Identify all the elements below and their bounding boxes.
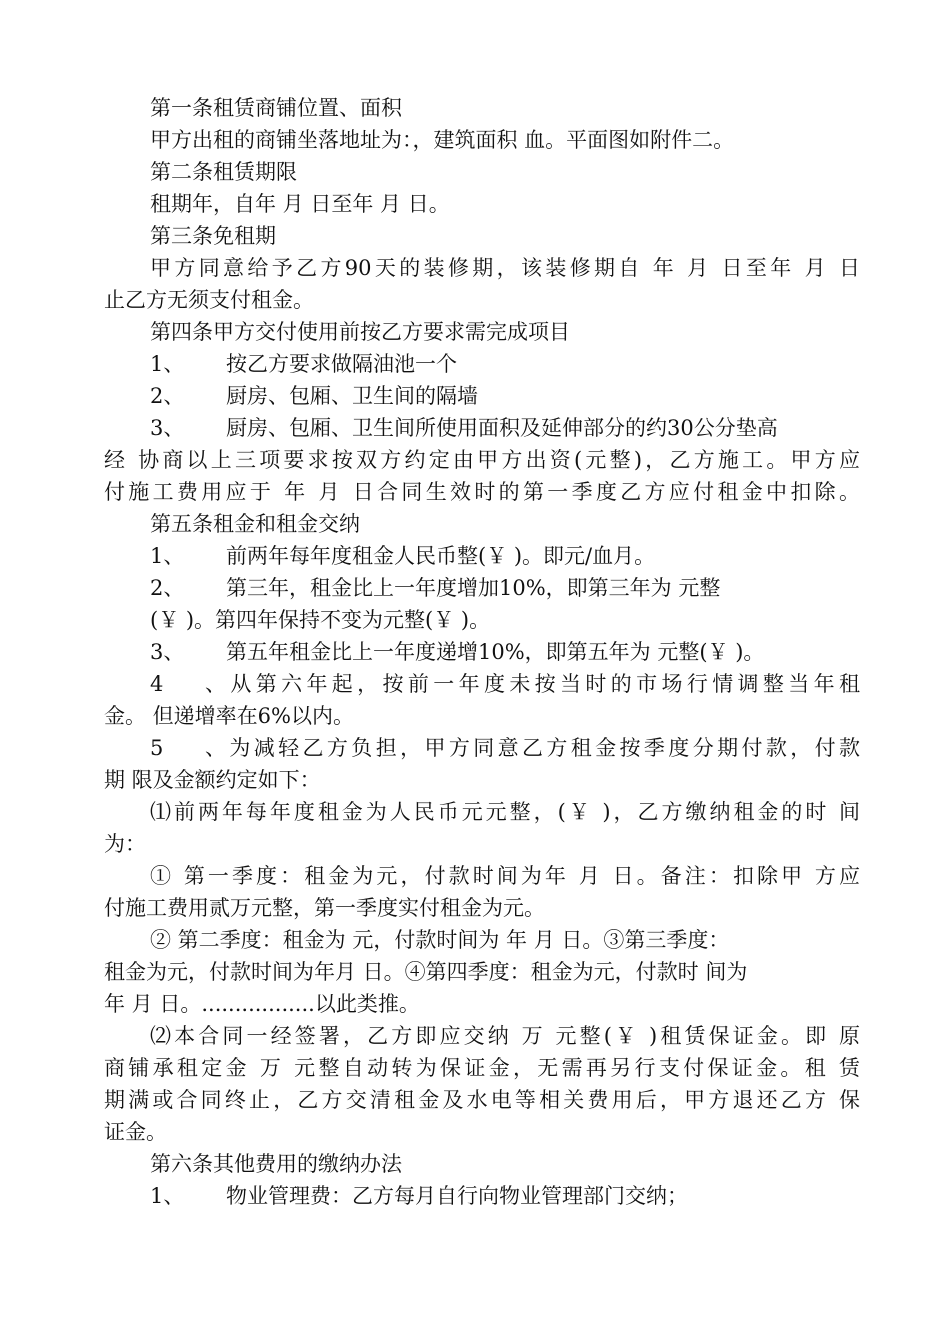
paragraph-line: 期满或合同终止，乙方交清租金及水电等相关费用后，甲方退还乙方 保	[104, 1088, 860, 1112]
list-number: 1、	[150, 1184, 185, 1208]
list-number: 2、	[150, 384, 185, 408]
paragraph-line: (￥ )。第四年保持不变为元整(￥ )。	[150, 608, 491, 632]
paragraph-line: 付施工费用贰万元整，第一季度实付租金为元。	[104, 896, 545, 920]
paragraph-line: 年 月 日。.................以此类推。	[104, 992, 420, 1016]
paragraph-line: 付施工费用应于 年 月 日合同生效时的第一季度乙方应付租金中扣除。	[104, 480, 860, 504]
list-item	[104, 540, 860, 572]
list-number: 1、	[150, 352, 185, 376]
list-item-text: 物业管理费：乙方每月自行向物业管理部门交纳；	[226, 1184, 688, 1208]
list-number: 4、	[150, 672, 226, 696]
article-4-heading: 第四条甲方交付使用前按乙方要求需完成项目	[150, 320, 570, 344]
paragraph-line: 止乙方无须支付租金。	[104, 288, 314, 312]
paragraph-line: 甲方出租的商铺坐落地址为：，建筑面积 血。平面图如附件二。	[150, 128, 735, 152]
list-number: 1、	[150, 544, 185, 568]
list-number: 2、	[150, 576, 185, 600]
list-item-text: 按乙方要求做隔油池一个	[226, 352, 457, 376]
paragraph-line: 经 协商以上三项要求按双方约定由甲方出资(元整)，乙方施工。甲方应	[104, 448, 860, 472]
list-item-text: 第三年，租金比上一年度增加10%，即第三年为 元整	[226, 576, 721, 600]
paragraph-line: ② 第二季度：租金为 元，付款时间为 年 月 日。③第三季度：	[150, 928, 730, 952]
list-item-text: 从第六年起，按前一年度未按当时的市场行情调整当年租	[226, 672, 860, 696]
list-number: 3、	[150, 416, 185, 440]
paragraph-line: 期 限及金额约定如下：	[104, 768, 321, 792]
paragraph-line: 租金为元，付款时间为年月 日。④第四季度：租金为元，付款时 间为	[104, 960, 748, 984]
list-item-text: 为减轻乙方负担，甲方同意乙方租金按季度分期付款，付款	[226, 736, 860, 760]
list-item	[104, 668, 860, 700]
paragraph-line: 甲方同意给予乙方90天的装修期，该装修期自 年 月 日至年 月 日	[150, 256, 860, 280]
list-item	[104, 572, 860, 604]
article-2-heading: 第二条租赁期限	[150, 160, 297, 184]
paragraph-line: ⑵本合同一经签署，乙方即应交纳 万 元整(￥ )租赁保证金。即 原	[150, 1024, 860, 1048]
list-item-text: 前两年每年度租金人民币整(￥ )。即元/血月。	[226, 544, 656, 568]
article-3-heading: 第三条免租期	[150, 224, 276, 248]
list-item-text: 第五年租金比上一年度递增10%，即第五年为 元整(￥ )。	[226, 640, 765, 664]
list-item	[104, 636, 860, 668]
paragraph-line: 为：	[104, 832, 146, 856]
list-item	[104, 412, 860, 444]
paragraph-line: 租期年，自年 月 日至年 月 日。	[150, 192, 450, 216]
paragraph-line: 证金。	[104, 1120, 167, 1144]
contract-body	[104, 92, 860, 1212]
list-item-text: 厨房、包厢、卫生间所使用面积及延伸部分的约30公分垫高	[226, 416, 778, 440]
list-number: 3、	[150, 640, 185, 664]
list-item	[104, 1180, 860, 1212]
paragraph-line: 金。 但递增率在6%以内。	[104, 704, 354, 728]
list-number: 5、	[150, 736, 226, 760]
paragraph-line: ① 第一季度：租金为元，付款时间为年 月 日。备注：扣除甲 方应	[150, 864, 860, 888]
list-item	[104, 732, 860, 764]
paragraph-line: 商铺承租定金 万 元整自动转为保证金，无需再另行支付保证金。租 赁	[104, 1056, 860, 1080]
list-item	[104, 380, 860, 412]
list-item	[104, 348, 860, 380]
article-1-heading: 第一条租赁商铺位置、面积	[150, 96, 402, 120]
article-5-heading: 第五条租金和租金交纳	[150, 512, 360, 536]
paragraph-line: ⑴前两年每年度租金为人民币元元整，(￥ )，乙方缴纳租金的时 间	[150, 800, 860, 824]
list-item-text: 厨房、包厢、卫生间的隔墙	[226, 384, 478, 408]
article-6-heading: 第六条其他费用的缴纳办法	[150, 1152, 402, 1176]
